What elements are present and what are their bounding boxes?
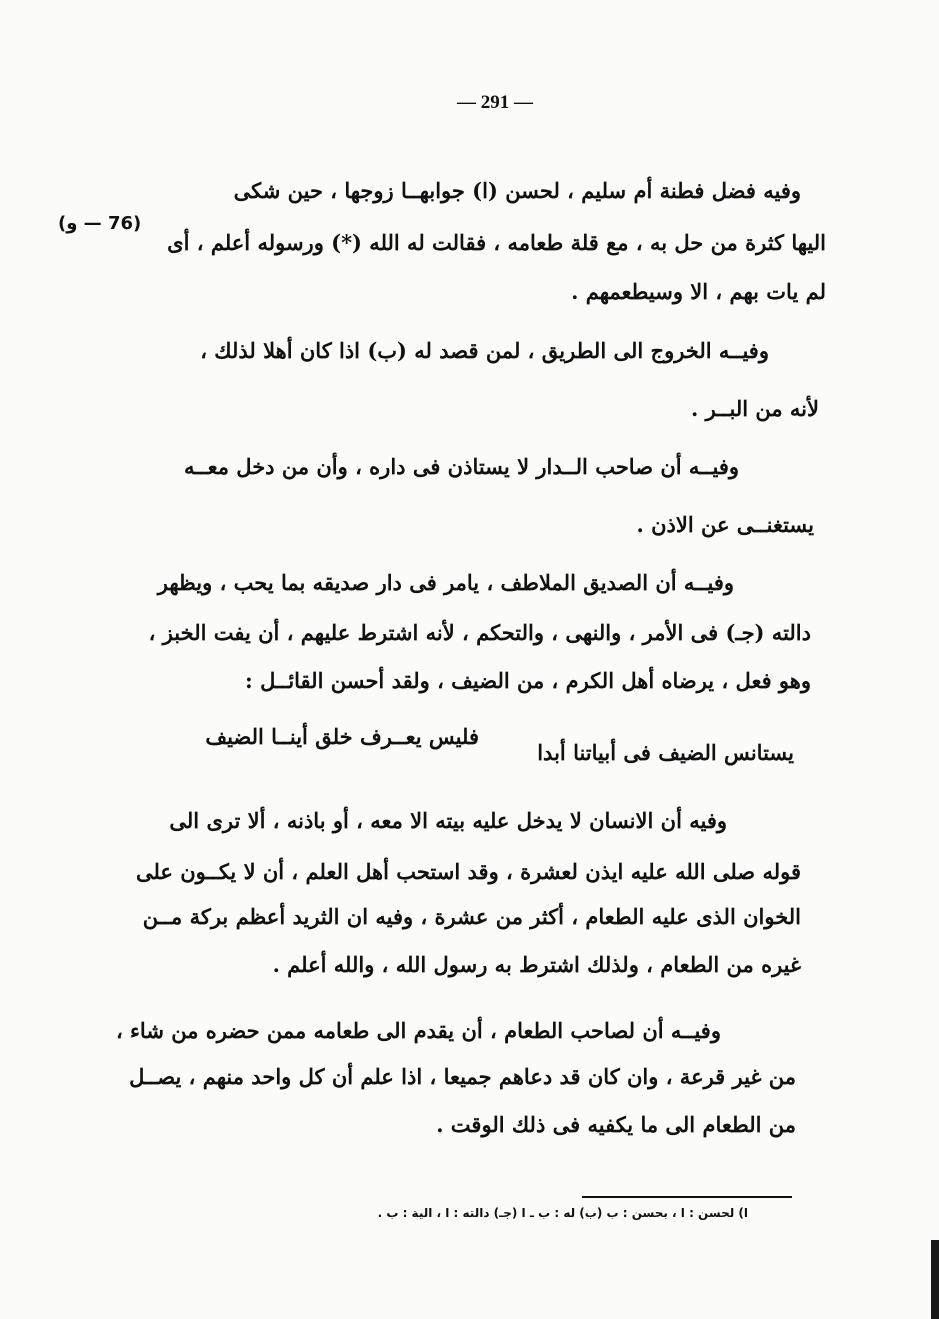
verse-hemistich-second: فليس يعــرف خلق أينــا الضيف [205,724,479,749]
text-line: لأنه من البــر . [690,396,819,421]
text-line: وفيه أن الانسان لا يدخل عليه بيته الا معه ، أو باذنه ، ألا ترى الى [169,808,727,833]
text-line: لم يات بهم ، الا وسيطعمهم . [571,279,826,304]
verse-hemistich-first: يستانس الضيف فى أبياتنا أبدا [537,740,794,765]
footnote: ا) لحسن : ا ، بحسن : ب (ب) له : ب ـ ا (جـ) دالته : ا ، الية : ب . [377,1206,748,1220]
scan-edge-shadow [931,1240,939,1319]
text-line: من غير قرعة ، وان كان قد دعاهم جميعا ، اذا علم أن كل واحد منهم ، يصــل [129,1064,796,1089]
footnote-separator [582,1196,792,1198]
text-line: من الطعام الى ما يكفيه فى ذلك الوقت . [436,1112,796,1137]
text-line: وفيــه الخروج الى الطريق ، لمن قصد له (ب) اذا كان أهلا لذلك ، [200,338,769,363]
text-line: اليها كثرة من حل به ، مع قلة طعامه ، فقالت له الله (*) ورسوله أعلم ، أى [167,230,826,255]
page-number: — 291 — [457,92,533,113]
margin-folio-note: (76 — و) [58,213,142,234]
text-line: وهو فعل ، يرضاه أهل الكرم ، من الضيف ، ولقد أحسن القائــل : [245,668,811,693]
text-line: دالته (جـ) فى الأمر ، والنهى ، والتحكم ، لأنه اشترط عليهم ، أن يفت الخبز ، [148,620,811,645]
text-line: وفيه فضل فطنة أم سليم ، لحسن (ا) جوابهــا زوجها ، حين شكى [233,178,801,203]
text-line: غيره من الطعام ، ولذلك اشترط به رسول الله ، والله أعلم . [272,952,801,977]
text-line: وفيــه أن لصاحب الطعام ، أن يقدم الى طعامه ممن حضره من شاء ، [115,1018,721,1043]
text-line: قوله صلى الله عليه ايذن لعشرة ، وقد استحب أهل العلم ، أن لا يكــون على [135,859,801,884]
text-line: الخوان الذى عليه الطعام ، أكثر من عشرة ، وفيه ان الثريد أعظم بركة مــن [142,904,801,929]
text-line: يستغنــى عن الاذن . [636,512,814,537]
text-line: وفيــه أن الصديق الملاطف ، يامر فى دار صديقه بما يحب ، ويظهر [157,570,734,595]
text-line: وفيــه أن صاحب الــدار لا يستاذن فى داره ، وأن من دخل معــه [184,454,739,479]
